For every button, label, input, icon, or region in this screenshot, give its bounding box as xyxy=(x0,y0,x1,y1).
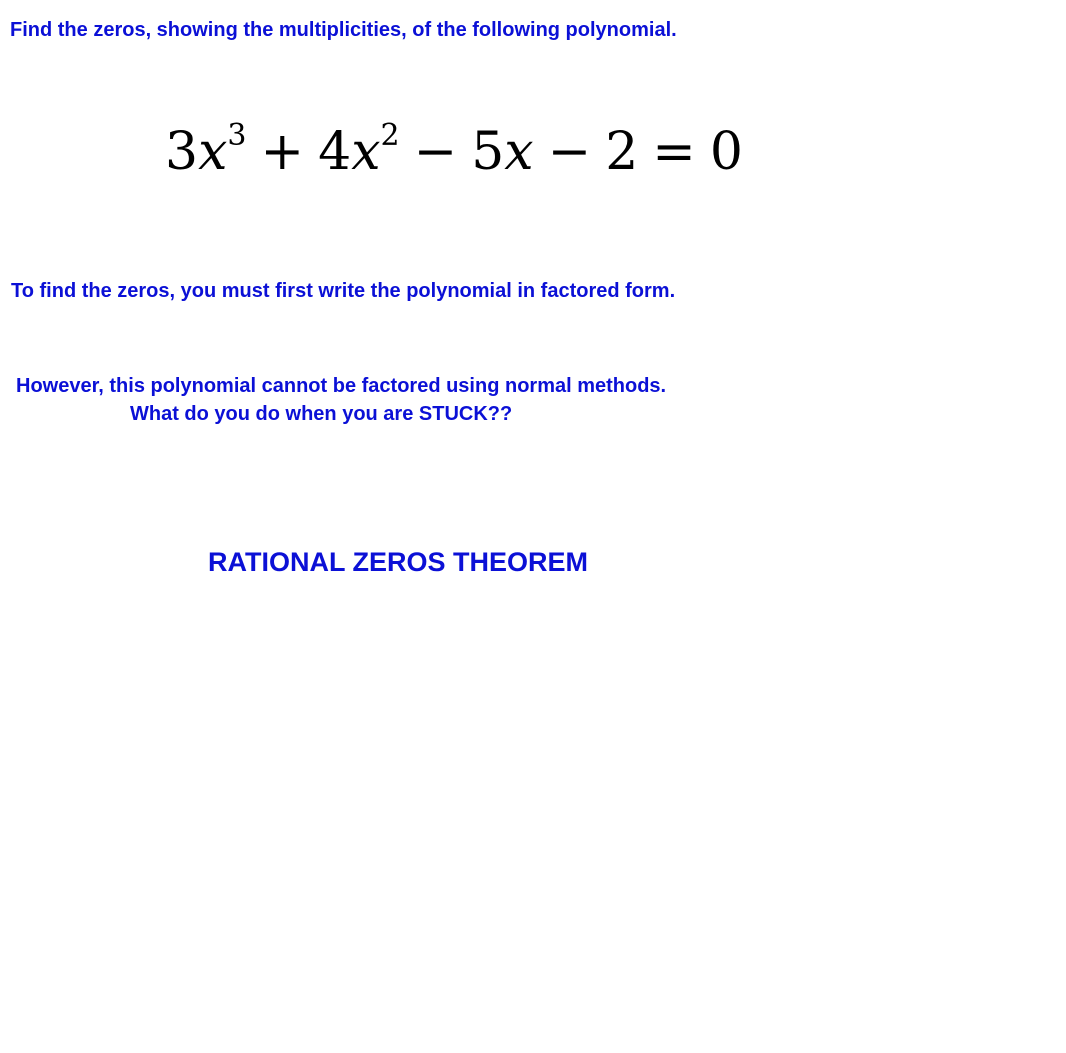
term1-variable: x xyxy=(198,122,228,182)
term3-variable: x xyxy=(504,122,534,182)
term3-coefficient: 5 xyxy=(471,122,505,182)
term1-exponent: 3 xyxy=(227,117,247,153)
term1-coefficient: 3 xyxy=(165,122,199,182)
constant-term: 2 xyxy=(605,122,639,182)
stuck-question-text: What do you do when you are STUCK?? xyxy=(130,403,513,425)
instruction-text: To find the zeros, you must first write the polynomial in factored form. xyxy=(11,280,676,302)
right-hand-side: 0 xyxy=(709,122,743,182)
plus-operator: + xyxy=(260,122,305,182)
term2-coefficient: 4 xyxy=(318,122,352,182)
cannot-factor-text: However, this polynomial cannot be factored using normal methods. xyxy=(16,375,667,397)
minus-operator-1: − xyxy=(413,122,458,182)
equals-sign: = xyxy=(652,122,696,182)
term2-exponent: 2 xyxy=(380,117,400,153)
theorem-title: RATIONAL ZEROS THEOREM xyxy=(208,547,589,577)
polynomial-equation xyxy=(165,117,743,182)
term2-variable: x xyxy=(351,122,381,182)
prompt-text: Find the zeros, showing the multiplicities, of the following polynomial. xyxy=(10,19,677,41)
minus-operator-2: − xyxy=(547,122,592,182)
